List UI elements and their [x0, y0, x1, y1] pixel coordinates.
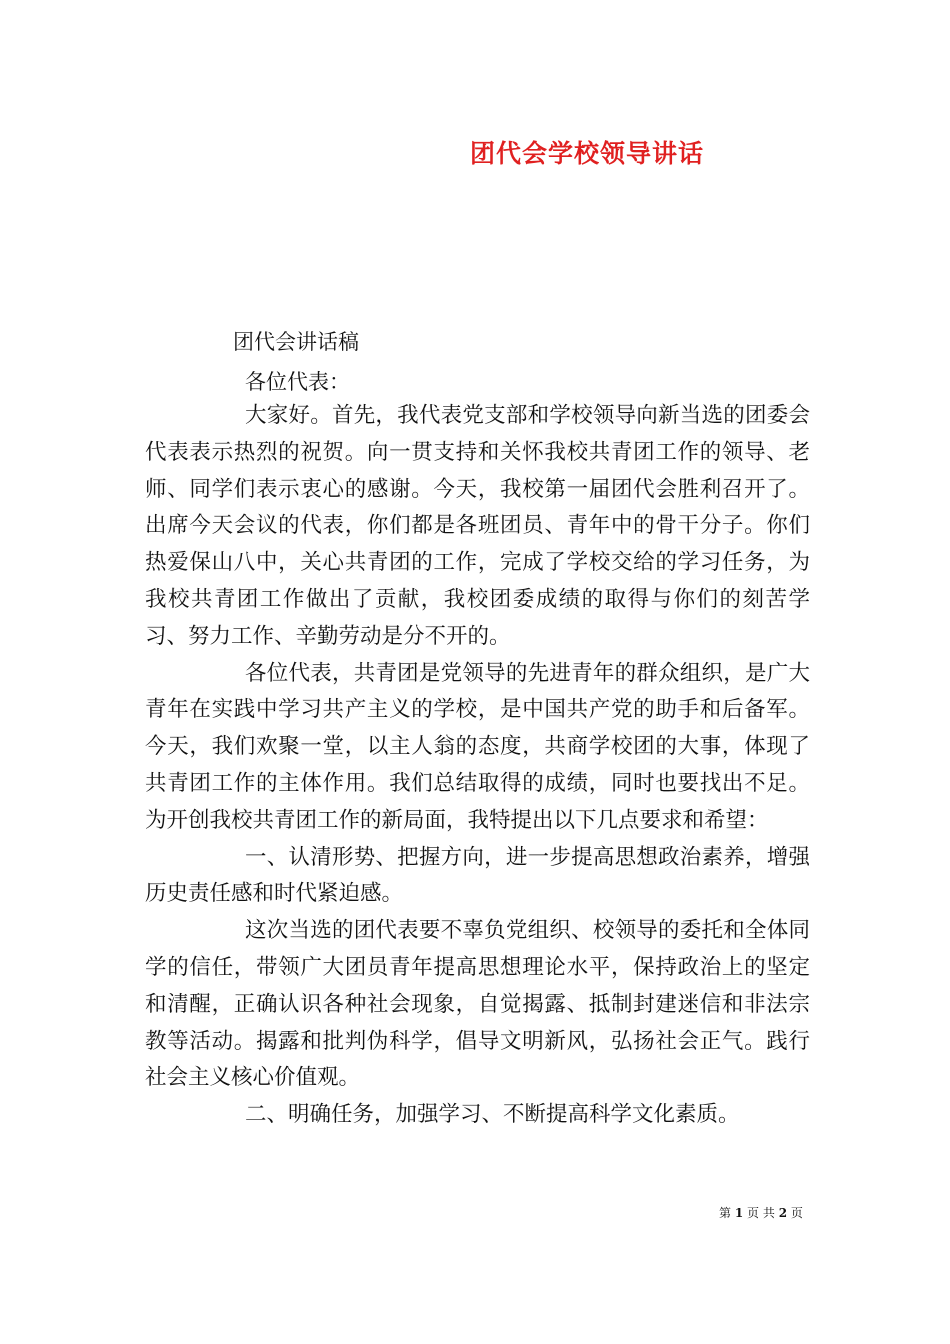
footer-suffix: 页: [790, 1206, 803, 1220]
paragraph: 二、明确任务，加强学习、不断提高科学文化素质。: [245, 1102, 740, 1128]
footer-prefix: 第: [719, 1206, 732, 1220]
footer-middle: 页 共: [747, 1206, 775, 1220]
paragraph: 一、认清形势、把握方向，进一步提高思想政治素养，增强历史责任感和时代紧迫感。: [145, 844, 810, 907]
page-footer: [719, 1204, 803, 1221]
document-body: [145, 398, 810, 1134]
paragraph: 各位代表，共青团是党领导的先进青年的群众组织，是广大青年在实践中学习共产主义的学校，是中国共产党的助手和后备军。今天，我们欢聚一堂，以主人翁的态度，共商学校团的大事，体现了共青团工作的主体作用。我们总结取得的成绩，同时也要找出不足。为开创我校共青团工作的新局面，我特提出以下几点要求和希望：: [145, 660, 810, 833]
greeting-line: 各位代表：: [245, 370, 350, 394]
paragraph: 大家好。首先，我代表党支部和学校领导向新当选的团委会代表表示热烈的祝贺。向一贯支持和关怀我校共青团工作的领导、老师、同学们表示衷心的感谢。今天，我校第一届团代会胜利召开了。出席今天会议的代表，你们都是各班团员、青年中的骨干分子。你们热爱保山八中，关心共青团的工作，完成了学校交给的学习任务，为我校共青团工作做出了贡献，我校团委成绩的取得与你们的刻苦学习、努力工作、辛勤劳动是分不开的。: [145, 403, 810, 649]
document-subtitle: 团代会讲话稿: [233, 330, 359, 354]
footer-total-pages: 2: [778, 1206, 788, 1220]
paragraph: 这次当选的团代表要不辜负党组织、校领导的委托和全体同学的信任，带领广大团员青年提高思想理论水平，保持政治上的坚定和清醒，正确认识各种社会现象，自觉揭露、抵制封建迷信和非法宗教等活动。揭露和批判伪科学，倡导文明新风，弘扬社会正气。践行社会主义核心价值观。: [145, 918, 810, 1091]
document-title: 团代会学校领导讲话: [470, 139, 705, 168]
footer-current-page: 1: [734, 1206, 744, 1220]
